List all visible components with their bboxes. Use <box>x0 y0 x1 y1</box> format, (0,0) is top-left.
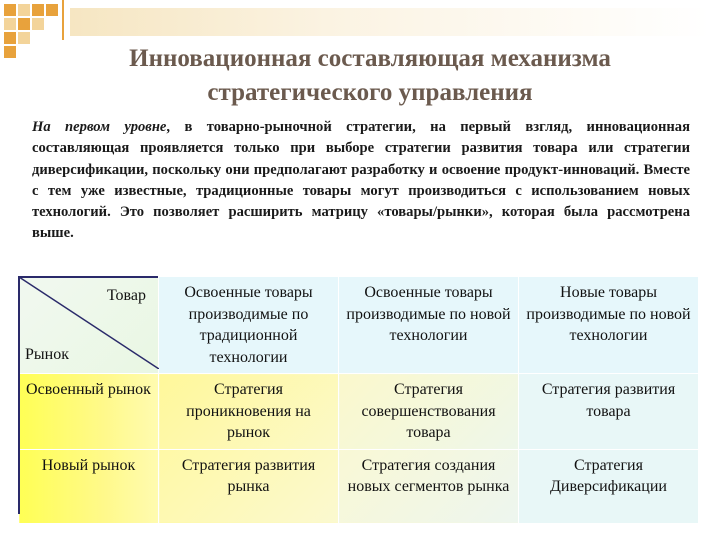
title-line-1: Инновационная составляющая механизма <box>129 45 611 72</box>
column-header: Освоенные товары производимые по новой технологии <box>339 277 519 374</box>
title-line-2: стратегического управления <box>207 79 533 106</box>
decorative-band <box>70 8 710 36</box>
matrix-frame-top <box>18 276 158 278</box>
row-header: Освоенный рынок <box>19 374 159 450</box>
column-header: Освоенные товары производимые по традиционной технологии <box>159 277 339 374</box>
matrix-cell: Стратегия создания новых сегментов рынка <box>339 449 519 523</box>
corner-label-product: Товар <box>106 287 146 304</box>
body-paragraph <box>32 117 690 245</box>
matrix-cell: Стратегия Диверсификации <box>519 449 699 523</box>
corner-label-market: Рынок <box>25 345 69 363</box>
slide-title <box>60 42 680 110</box>
strategy-matrix <box>18 276 699 524</box>
decorative-line <box>62 0 64 40</box>
matrix-frame-left <box>18 276 20 514</box>
paragraph-lead: На первом уровне <box>32 119 167 135</box>
paragraph-body: , в товарно-рыночной стратегии, на первый взгляд, инновационная составляющая проявляется только при выборе стратегии развития товара или стратегии диверсификации, поскольку они предполагают разработку и освоение продукт-инноваций. Вместе с тем уже известные, традиционные товары могут производиться с использованием новых технологий. Это позволяет расширить матрицу «товары/рынки», которая была рассмотрена выше. <box>32 119 690 242</box>
matrix-corner-cell <box>19 277 159 374</box>
matrix-cell: Стратегия развития рынка <box>159 449 339 523</box>
matrix-cell: Стратегия проникновения на рынок <box>159 374 339 450</box>
matrix-cell: Стратегия развития товара <box>519 374 699 450</box>
row-header: Новый рынок <box>19 449 159 523</box>
matrix-cell: Стратегия совершенствования товара <box>339 374 519 450</box>
column-header: Новые товары производимые по новой технологии <box>519 277 699 374</box>
